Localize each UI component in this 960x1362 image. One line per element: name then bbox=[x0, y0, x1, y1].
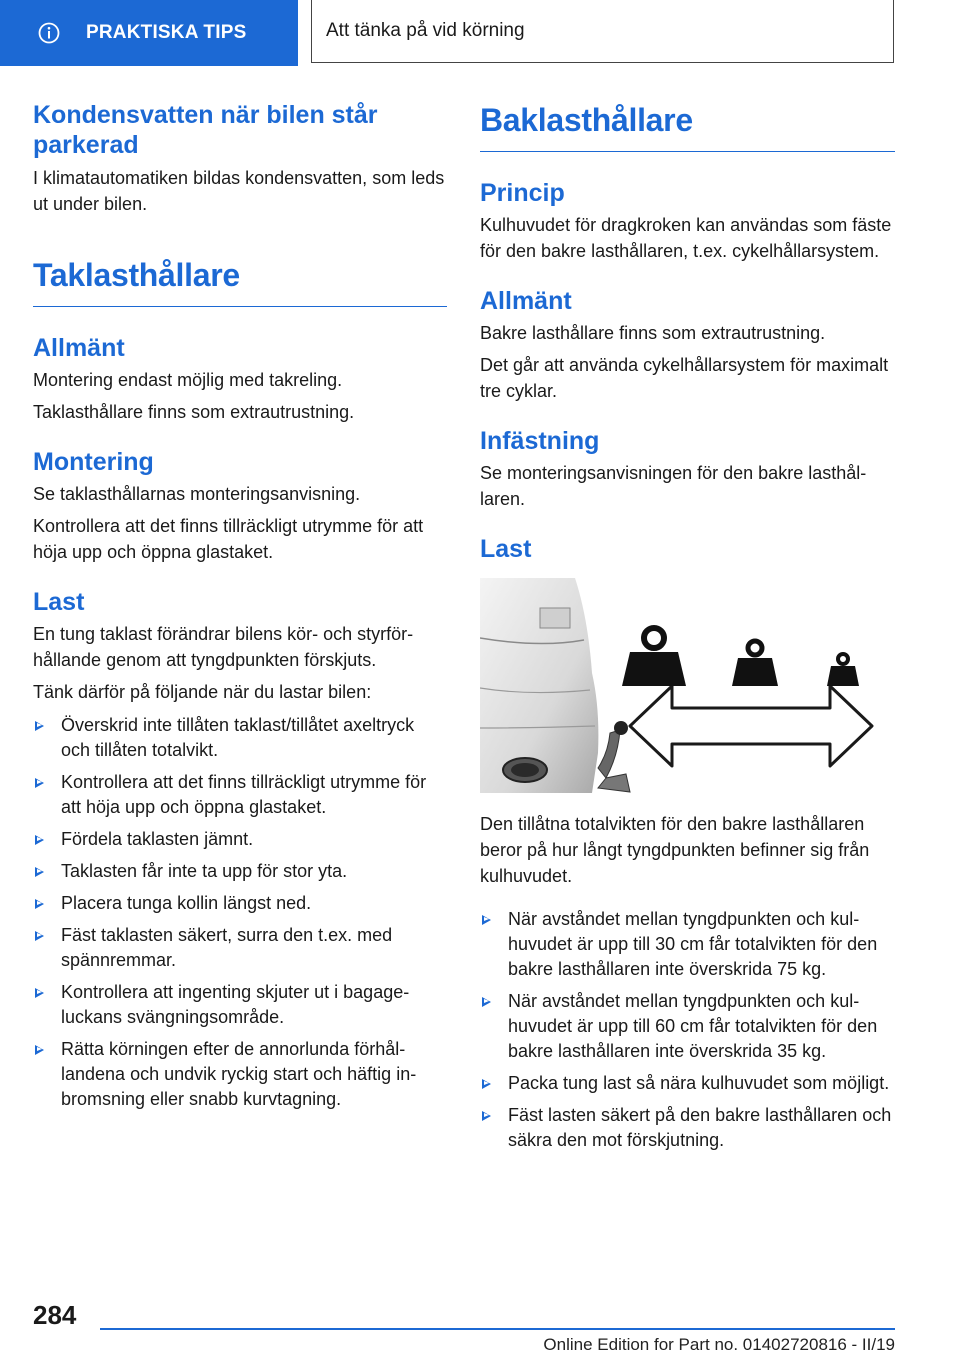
roof-load-heading: Last bbox=[33, 588, 85, 616]
right-column bbox=[480, 100, 895, 1160]
section-title-box bbox=[311, 0, 894, 63]
roof-general-p1: Montering endast möjlig med takreling. bbox=[33, 370, 343, 390]
list-item: Kontrollera att det finns tillräckligt utrymme för att höja upp och öppna glastaket. bbox=[33, 770, 447, 820]
light-weight-icon bbox=[827, 654, 859, 686]
triangle-bullet-icon bbox=[35, 931, 44, 941]
rear-load-p1: Den tillåtna totalvikten för den bakre lasthållaren beror på hur långt tyngdpunkten befinner sig från kulhuvudet. bbox=[480, 814, 870, 886]
list-item: Fördela taklasten jämnt. bbox=[33, 827, 447, 852]
triangle-bullet-icon bbox=[482, 997, 491, 1007]
roof-rack-title: Taklasthållare bbox=[33, 257, 447, 307]
tow-hook-weight-distance-illustration bbox=[480, 578, 895, 793]
list-item: Taklasten får inte ta upp för stor yta. bbox=[33, 859, 447, 884]
chapter-tab bbox=[0, 0, 298, 66]
triangle-bullet-icon bbox=[35, 835, 44, 845]
triangle-bullet-icon bbox=[35, 778, 44, 788]
triangle-bullet-icon bbox=[35, 899, 44, 909]
page-header bbox=[0, 0, 960, 66]
roof-load-p2: Tänk därför på följande när du lastar bilen: bbox=[33, 682, 372, 702]
info-circle-icon bbox=[38, 22, 60, 44]
condensation-heading: Kondensvatten när bilen står parkerad bbox=[33, 101, 378, 159]
triangle-bullet-icon bbox=[482, 1111, 491, 1121]
list-item: Rätta körningen efter de annorlunda förhållandena och undvik ryckig start och häftig inbromsning eller snabb kurvtagning. bbox=[33, 1037, 447, 1112]
list-item: Placera tunga kollin längst ned. bbox=[33, 891, 447, 916]
left-column bbox=[33, 100, 447, 1119]
rear-rack-title: Baklasthållare bbox=[480, 102, 895, 152]
rear-fastening-p1: Se monteringsanvisningen för den bakre lasthållaren. bbox=[480, 463, 867, 509]
list-item: När avståndet mellan tyngdpunkten och kulhuvudet är upp till 60 cm får totalvikten för den bakre lasthållaren inte överskrida 35 kg. bbox=[480, 989, 895, 1064]
section-title: Att tänka på vid körning bbox=[326, 20, 525, 41]
condensation-text: I klimatautomatiken bildas kondensvatten, som leds ut under bilen. bbox=[33, 168, 445, 214]
rear-principle-heading: Princip bbox=[480, 179, 565, 207]
roof-load-p1: En tung taklast förändrar bilens kör- och styrförhållande genom att tyngdpunkten förskjuts. bbox=[33, 624, 414, 670]
list-item: Packa tung last så nära kulhuvudet som möjligt. bbox=[480, 1071, 895, 1096]
triangle-bullet-icon bbox=[35, 867, 44, 877]
roof-mounting-p2: Kontrollera att det finns tillräckligt utrymme för att höja upp och öppna glastaket. bbox=[33, 516, 424, 562]
rear-load-heading: Last bbox=[480, 535, 532, 563]
roof-mounting-heading: Montering bbox=[33, 448, 154, 476]
triangle-bullet-icon bbox=[482, 1079, 491, 1089]
triangle-bullet-icon bbox=[35, 1045, 44, 1055]
rear-general-p2: Det går att använda cykelhållarsystem för maximalt tre cyklar. bbox=[480, 355, 889, 401]
edition-text: Online Edition for Part no. 01402720816 - II/19 bbox=[543, 1335, 895, 1354]
medium-weight-icon bbox=[732, 641, 778, 686]
triangle-bullet-icon bbox=[482, 915, 491, 925]
roof-general-heading: Allmänt bbox=[33, 334, 125, 362]
roof-mounting-p1: Se taklasthållarnas monteringsanvisning. bbox=[33, 484, 361, 504]
rear-load-list bbox=[480, 907, 895, 1153]
list-item: Överskrid inte tillåten taklast/tillåtet axeltryck och tillåten totalvikt. bbox=[33, 713, 447, 763]
triangle-bullet-icon bbox=[35, 988, 44, 998]
rear-principle-p1: Kulhuvudet för dragkroken kan användas som fäste för den bakre lasthållaren, t.ex. cykelhållarsystem. bbox=[480, 215, 892, 261]
heavy-weight-icon bbox=[622, 628, 686, 686]
rear-general-p1: Bakre lasthållare finns som extrautrustning. bbox=[480, 323, 826, 343]
list-item: Fäst taklasten säkert, surra den t.ex. med spännremmar. bbox=[33, 923, 447, 973]
rear-fastening-heading: Infästning bbox=[480, 427, 600, 455]
footer-divider bbox=[100, 1328, 895, 1330]
roof-general-p2: Taklasthållare finns som extrautrustning. bbox=[33, 402, 355, 422]
list-item: Fäst lasten säkert på den bakre lasthållaren och säkra den mot förskjutning. bbox=[480, 1103, 895, 1153]
list-item: När avståndet mellan tyngdpunkten och kulhuvudet är upp till 30 cm får totalvikten för den bakre lasthållaren inte överskrida 75 kg. bbox=[480, 907, 895, 982]
roof-load-list bbox=[33, 713, 447, 1112]
list-item: Kontrollera att ingenting skjuter ut i bagageluckans svängningsområde. bbox=[33, 980, 447, 1030]
page-number: 284 bbox=[33, 1300, 77, 1330]
chapter-label: PRAKTISKA TIPS bbox=[86, 22, 247, 43]
rear-general-heading: Allmänt bbox=[480, 287, 572, 315]
triangle-bullet-icon bbox=[35, 721, 44, 731]
